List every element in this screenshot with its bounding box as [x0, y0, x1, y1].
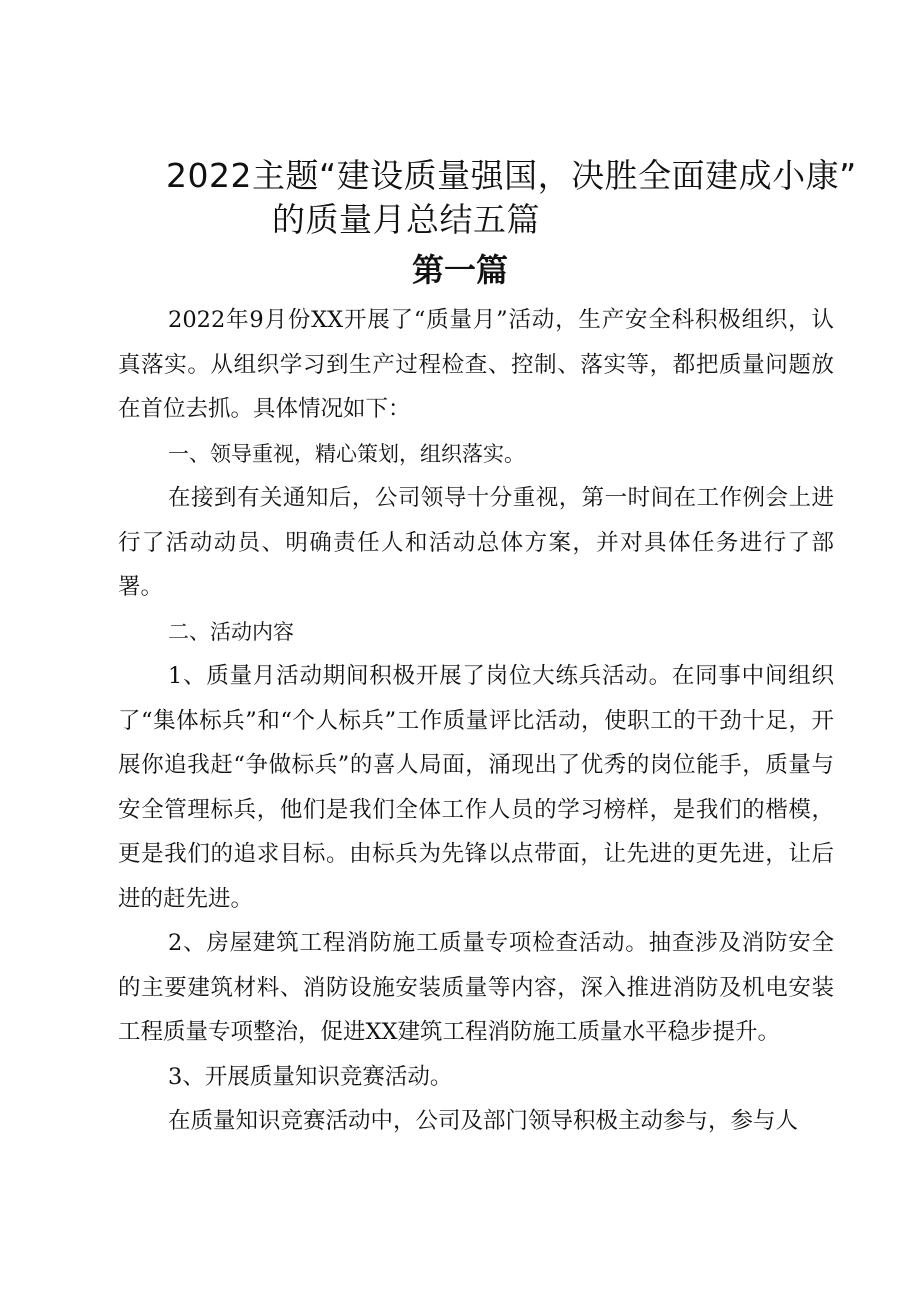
paragraph-contest: 在质量知识竞赛活动中，公司及部门领导积极主动参与，参与人	[168, 1108, 799, 1134]
document-body	[118, 298, 834, 1144]
paragraph-leadership: 在接到有关通知后，公司领导十分重视，第一时间在工作例会上进行了活动动员、明确责任人和活动总体方案，并对具体任务进行了部署。	[118, 485, 834, 600]
paragraph-item-2: 2、房屋建筑工程消防施工质量专项检查活动。抽查涉及消防安全的主要建筑材料、消防设施安装质量等内容，深入推进消防及机电安装工程质量专项整治，促进XX建筑工程消防施工质量水平稳步提升。	[118, 930, 834, 1045]
document-title-line-2: 的质量月总结五篇	[272, 200, 540, 239]
document-title-line-1: 2022主题“建设质量强国，决胜全面建成小康”	[166, 156, 857, 195]
section-title: 第一篇	[411, 251, 508, 289]
paragraph-item-1: 1、质量月活动期间积极开展了岗位大练兵活动。在同事中间组织了“集体标兵”和“个人标兵”工作质量评比活动，使职工的干劲十足，开展你追我赶“争做标兵”的喜人局面，涌现出了优秀的岗位能手，质量与安全管理标兵，他们是我们全体工作人员的学习榜样，是我们的楷模，更是我们的追求目标。由标兵为先锋以点带面，让先进的更先进，让后进的赶先进。	[118, 663, 834, 912]
intro-paragraph: 2022年9月份XX开展了“质量月”活动，生产安全科积极组织，认真落实。从组织学习到生产过程检查、控制、落实等，都把质量问题放在首位去抓。具体情况如下：	[118, 307, 834, 422]
section-heading-2: 二、活动内容	[168, 619, 294, 644]
section-heading-1: 一、领导重视，精心策划，组织落实。	[168, 441, 525, 466]
paragraph-item-3: 3、开展质量知识竞赛活动。	[168, 1063, 453, 1090]
